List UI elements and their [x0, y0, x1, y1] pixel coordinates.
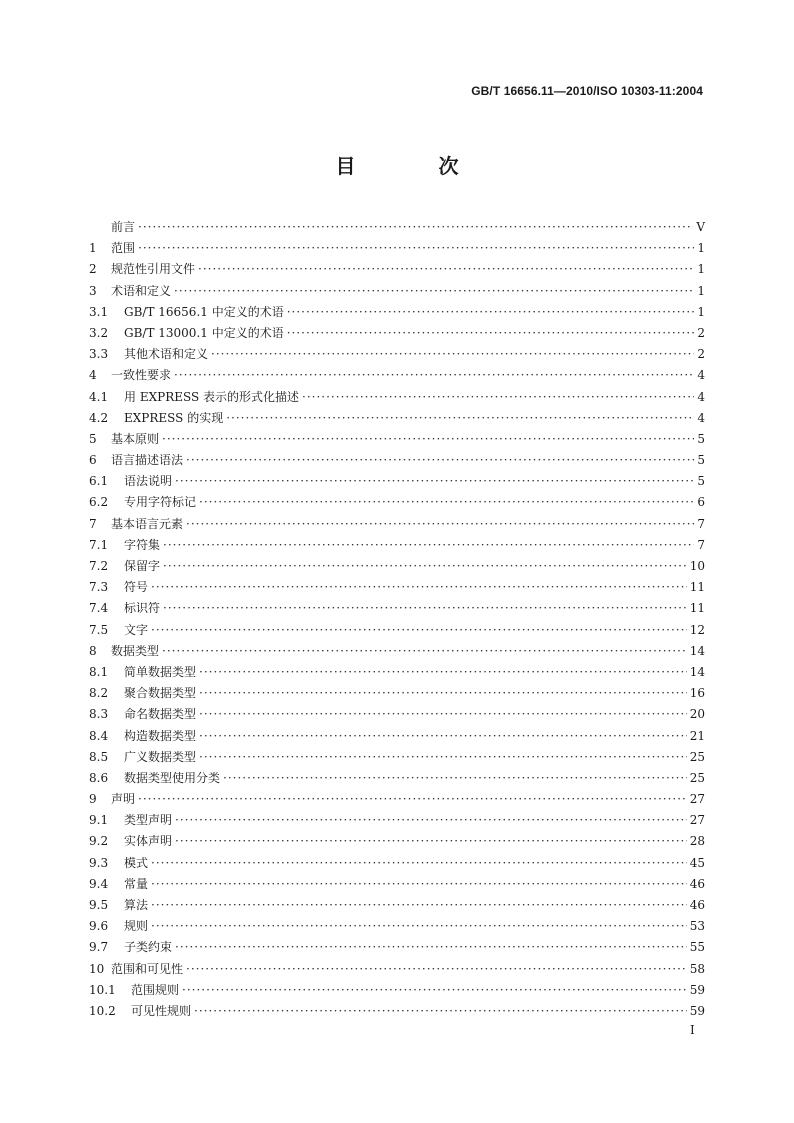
toc-entry-number: 4: [89, 368, 97, 383]
toc-entry[interactable]: [89, 790, 705, 811]
toc-entry[interactable]: [89, 684, 705, 705]
toc-entry-label: GB/T 16656.1 中定义的术语: [124, 304, 284, 319]
toc-entry-label: 算法: [124, 898, 149, 912]
toc-entry-number: 9.6: [89, 919, 109, 934]
toc-entry-number: 8.1: [89, 664, 109, 679]
toc-entry-page: 27: [689, 792, 705, 807]
toc-entry-page: 14: [689, 643, 705, 658]
toc-entry-page: 58: [689, 961, 705, 976]
toc-entry-page: 59: [689, 982, 705, 997]
toc-entry[interactable]: [89, 366, 705, 387]
toc-entry[interactable]: [89, 578, 705, 599]
toc-entry-number: 3.2: [89, 325, 109, 340]
toc-entry-number: 8.6: [89, 770, 109, 785]
toc-entry-label: 符号: [124, 580, 149, 595]
toc-entry-number: 1: [89, 241, 97, 256]
toc-entry-page: 45: [689, 855, 705, 870]
toc-leader-dots: [175, 940, 687, 954]
toc-leader-dots: [226, 411, 694, 425]
toc-entry-label: 广义数据类型: [124, 749, 197, 764]
toc-entry-number: 9.3: [89, 855, 109, 870]
toc-entry-label: 其他术语和定义: [124, 347, 209, 362]
toc-entry[interactable]: [89, 896, 705, 917]
toc-entry-page: 14: [689, 664, 705, 679]
toc-entry[interactable]: [89, 557, 705, 578]
toc-entry[interactable]: [89, 960, 705, 981]
toc-leader-dots: [138, 792, 687, 806]
toc-entry[interactable]: [89, 260, 705, 281]
toc-entry-number: 5: [89, 431, 97, 446]
toc-entry-page: 11: [689, 580, 705, 595]
toc-leader-dots: [211, 347, 694, 361]
toc-entry-label: 规范性引用文件: [111, 262, 196, 277]
toc-entry-number: 9.1: [89, 813, 109, 828]
toc-leader-dots: [163, 538, 694, 552]
toc-entry-label: 命名数据类型: [124, 707, 197, 722]
page-number: I: [690, 1023, 695, 1037]
toc-leader-dots: [199, 750, 687, 764]
toc-entry[interactable]: [89, 621, 705, 642]
toc-entry-number: 3: [89, 283, 97, 298]
toc-entry-label: 常量: [124, 876, 149, 891]
toc-entry-label: 语法说明: [124, 474, 173, 489]
toc-entry[interactable]: [89, 1002, 705, 1023]
toc-leader-dots: [163, 559, 687, 573]
toc-entry[interactable]: [89, 388, 705, 409]
toc-entry-number: 6.1: [89, 474, 109, 489]
toc-leader-dots: [162, 644, 687, 658]
toc-entry-page: 10: [689, 559, 705, 573]
toc-leader-dots: [175, 474, 694, 488]
toc-entry-label: 前言: [111, 220, 136, 234]
toc-entry-page: 5: [697, 453, 705, 468]
page-title: 目 次: [335, 154, 497, 178]
standard-code: GB/T 16656.11—2010/ISO 10303-11:2004: [471, 84, 703, 98]
toc-leader-dots: [138, 220, 693, 234]
toc-entry-label: GB/T 13000.1 中定义的术语: [124, 325, 284, 340]
toc-leader-dots: [175, 813, 687, 827]
toc-entry-label: 范围规则: [131, 982, 180, 997]
toc-entry-page: V: [696, 220, 705, 234]
toc-leader-dots: [186, 517, 694, 531]
table-of-contents: [89, 218, 705, 1023]
toc-entry-page: 2: [697, 347, 705, 362]
toc-entry-number: 10.2: [89, 1003, 116, 1018]
toc-entry-page: 5: [697, 431, 705, 446]
toc-leader-dots: [287, 326, 694, 340]
toc-entry-number: 6.2: [89, 495, 109, 510]
toc-leader-dots: [151, 623, 687, 637]
toc-leader-dots: [151, 877, 687, 891]
toc-entry-label: 范围和可见性: [111, 961, 184, 976]
toc-leader-dots: [199, 495, 694, 509]
toc-entry[interactable]: [89, 239, 705, 260]
toc-leader-dots: [151, 856, 687, 870]
toc-leader-dots: [198, 262, 694, 276]
toc-entry[interactable]: [89, 536, 705, 557]
toc-entry-page: 7: [697, 516, 705, 531]
toc-entry[interactable]: [89, 854, 705, 875]
toc-entry-page: 4: [697, 389, 705, 404]
toc-entry-label: 基本语言元素: [111, 516, 184, 531]
toc-entry-page: 53: [689, 919, 705, 934]
toc-entry-number: 3.1: [89, 304, 109, 319]
toc-entry-label: 保留字: [124, 559, 161, 573]
toc-entry[interactable]: [89, 663, 705, 684]
toc-leader-dots: [194, 1004, 687, 1018]
toc-leader-dots: [162, 432, 694, 446]
toc-entry-page: 1: [697, 241, 705, 256]
toc-entry-label: 模式: [124, 855, 149, 870]
toc-entry[interactable]: [89, 748, 705, 769]
toc-entry-number: 4.1: [89, 389, 109, 404]
toc-leader-dots: [163, 601, 687, 615]
toc-entry[interactable]: [89, 875, 705, 896]
toc-entry-label: 文字: [124, 622, 149, 637]
toc-entry-page: 7: [697, 537, 705, 552]
toc-entry-page: 16: [689, 686, 705, 701]
toc-leader-dots: [151, 580, 687, 594]
toc-entry[interactable]: [89, 409, 705, 430]
toc-entry-number: 7.1: [89, 537, 109, 552]
toc-entry-number: 9.5: [89, 898, 109, 912]
toc-entry-number: 8: [89, 643, 97, 658]
toc-entry[interactable]: [89, 769, 705, 790]
toc-entry-label: 基本原则: [111, 431, 160, 446]
toc-leader-dots: [182, 983, 687, 997]
toc-entry-number: 3.3: [89, 347, 109, 362]
toc-entry-page: 21: [689, 728, 705, 743]
toc-entry-page: 4: [697, 368, 705, 383]
toc-entry-number: 7.5: [89, 622, 109, 637]
toc-entry-page: 4: [697, 410, 705, 425]
toc-leader-dots: [186, 453, 694, 467]
toc-leader-dots: [151, 919, 687, 933]
toc-entry[interactable]: [89, 981, 705, 1002]
toc-entry-label: 子类约束: [124, 940, 173, 955]
toc-entry-number: 8.3: [89, 707, 109, 722]
toc-entry[interactable]: [89, 642, 705, 663]
toc-entry-number: 10: [89, 961, 105, 976]
toc-entry[interactable]: [89, 917, 705, 938]
toc-entry-page: 6: [697, 495, 705, 510]
toc-entry-page: 12: [689, 622, 705, 637]
toc-entry[interactable]: [89, 303, 705, 324]
toc-entry-label: 声明: [111, 792, 136, 807]
toc-entry-label: 专用字符标记: [124, 495, 197, 510]
toc-entry[interactable]: [89, 938, 705, 959]
toc-leader-dots: [174, 368, 694, 382]
toc-entry-label: 用 EXPRESS 表示的形式化描述: [124, 389, 300, 404]
toc-leader-dots: [151, 898, 687, 912]
toc-entry-number: 2: [89, 262, 97, 277]
toc-entry-page: 5: [697, 474, 705, 489]
toc-entry-label: 数据类型: [111, 643, 160, 658]
toc-entry-number: 9.4: [89, 876, 109, 891]
toc-entry-page: 28: [689, 834, 705, 849]
toc-leader-dots: [223, 771, 687, 785]
toc-entry-number: 9: [89, 792, 97, 807]
toc-entry-number: 10.1: [89, 982, 116, 997]
toc-entry[interactable]: [89, 832, 705, 853]
toc-leader-dots: [138, 241, 694, 255]
toc-entry-page: 27: [689, 813, 705, 828]
toc-entry-label: 简单数据类型: [124, 664, 197, 679]
toc-entry-page: 20: [689, 707, 705, 722]
toc-entry-label: 范围: [111, 241, 136, 256]
toc-entry-page: 1: [697, 262, 705, 277]
toc-leader-dots: [174, 284, 694, 298]
toc-entry[interactable]: [89, 599, 705, 620]
toc-entry-label: 可见性规则: [131, 1003, 192, 1018]
toc-leader-dots: [287, 305, 694, 319]
toc-entry-label: 类型声明: [124, 813, 173, 828]
toc-entry-label: 语言描述语法: [111, 453, 184, 468]
toc-entry[interactable]: [89, 218, 705, 239]
toc-entry[interactable]: [89, 811, 705, 832]
toc-entry-label: EXPRESS 的实现: [124, 410, 224, 425]
toc-entry-page: 11: [689, 601, 705, 616]
toc-entry[interactable]: [89, 705, 705, 726]
toc-entry[interactable]: [89, 493, 705, 514]
toc-entry-number: 8.2: [89, 686, 109, 701]
toc-entry[interactable]: [89, 472, 705, 493]
toc-entry[interactable]: [89, 430, 705, 451]
toc-entry-label: 实体声明: [124, 834, 173, 849]
toc-entry-page: 25: [689, 749, 705, 764]
toc-entry-label: 数据类型使用分类: [124, 770, 221, 785]
toc-entry-label: 一致性要求: [111, 368, 172, 383]
toc-entry-page: 46: [689, 876, 705, 891]
toc-entry-number: 6: [89, 453, 97, 468]
toc-entry-label: 构造数据类型: [124, 728, 197, 743]
toc-entry-page: 25: [689, 770, 705, 785]
toc-leader-dots: [199, 665, 687, 679]
toc-leader-dots: [186, 962, 687, 976]
toc-leader-dots: [302, 390, 694, 404]
toc-entry-number: 9.2: [89, 834, 109, 849]
toc-entry[interactable]: [89, 727, 705, 748]
toc-entry-number: 9.7: [89, 940, 109, 955]
toc-entry-page: 55: [689, 940, 705, 955]
toc-leader-dots: [175, 834, 687, 848]
toc-entry-number: 7.2: [89, 559, 109, 573]
toc-entry-label: 聚合数据类型: [124, 686, 197, 701]
toc-entry-page: 1: [697, 283, 705, 298]
toc-entry-page: 1: [697, 304, 705, 319]
toc-entry[interactable]: [89, 515, 705, 536]
toc-entry-label: 术语和定义: [111, 283, 172, 298]
toc-entry-number: 7.4: [89, 601, 109, 616]
toc-entry-page: 46: [689, 898, 705, 912]
toc-entry-label: 标识符: [124, 601, 161, 616]
toc-entry-number: 4.2: [89, 410, 109, 425]
toc-entry[interactable]: [89, 282, 705, 303]
toc-leader-dots: [199, 729, 687, 743]
toc-entry[interactable]: [89, 451, 705, 472]
toc-entry-label: 字符集: [124, 537, 161, 552]
toc-entry[interactable]: [89, 324, 705, 345]
toc-entry[interactable]: [89, 345, 705, 366]
toc-leader-dots: [199, 707, 687, 721]
toc-entry-number: 7: [89, 516, 97, 531]
toc-entry-label: 规则: [124, 919, 149, 934]
toc-entry-number: 8.5: [89, 749, 109, 764]
toc-entry-number: 7.3: [89, 580, 109, 595]
toc-leader-dots: [199, 686, 687, 700]
toc-entry-page: 59: [689, 1003, 705, 1018]
toc-entry-number: 8.4: [89, 728, 109, 743]
toc-entry-page: 2: [697, 325, 705, 340]
